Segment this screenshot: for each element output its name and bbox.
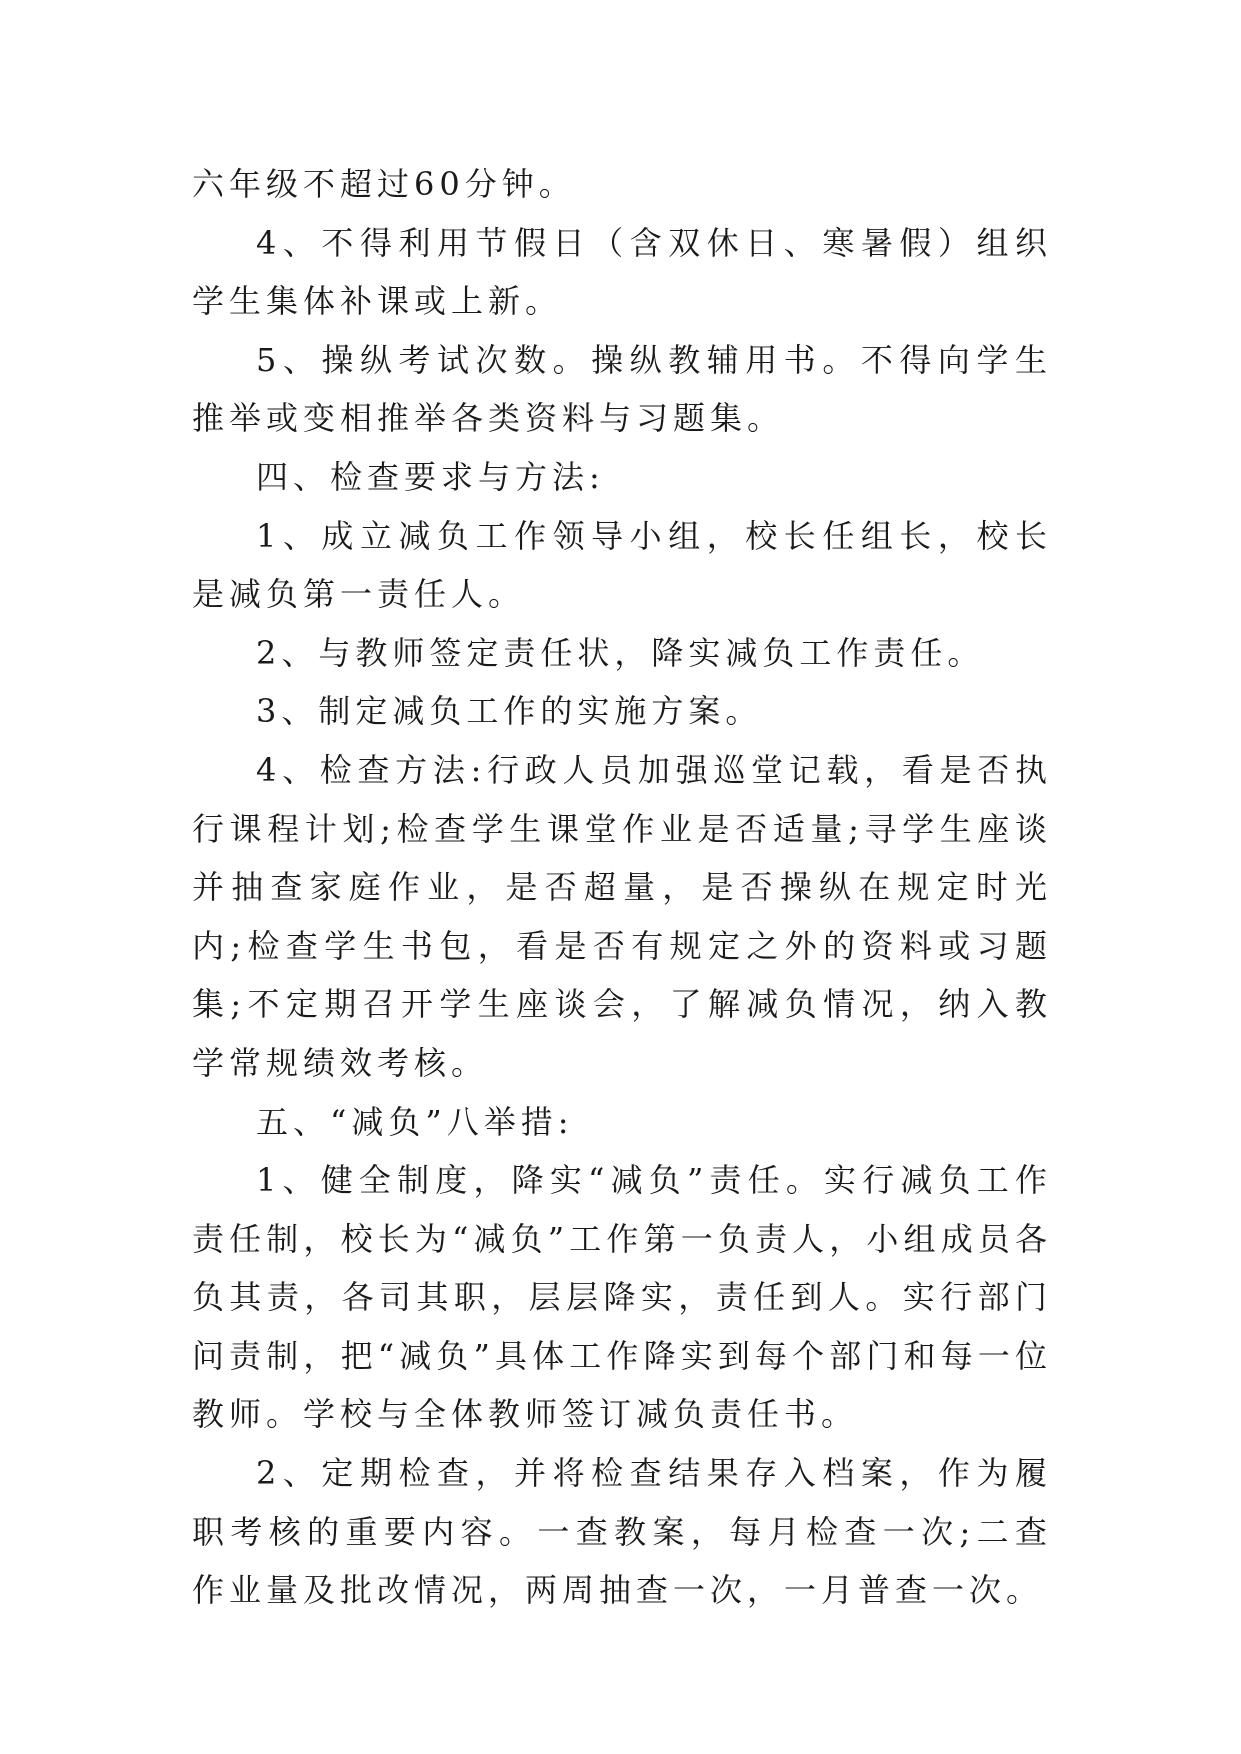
paragraph: 5、操纵考试次数。操纵教辅用书。不得向学生推举或变相推举各类资料与习题集。	[192, 340, 1052, 438]
paragraph: 六年级不超过60分钟。	[192, 165, 576, 203]
paragraph: 2、与教师签定责任状，降实减负工作责任。	[256, 633, 985, 672]
document-body	[192, 155, 1052, 1620]
paragraph: 4、不得利用节假日（含双休日、寒暑假）组织学生集体补课或上新。	[192, 223, 1052, 321]
section-heading: 五、“减负”八举措:	[256, 1102, 574, 1141]
paragraph: 3、制定减负工作的实施方案。	[256, 692, 763, 731]
paragraph: 1、健全制度，降实“减负”责任。实行减负工作责任制，校长为“减负”工作第一负责人，小组成员各负其责，各司其职，层层降实，责任到人。实行部门问责制，把“减负”具体工作降实到每个部门和每一位教师。学校与全体教师签订减负责任书。	[192, 1161, 1052, 1434]
paragraph: 4、检查方法:行政人员加强巡堂记载，看是否执行课程计划;检查学生课堂作业是否适量;寻学生座谈并抽查家庭作业，是否超量，是否操纵在规定时光内;检查学生书包，看是否有规定之外的资料或习题集;不定期召开学生座谈会，了解减负情况，纳入教学常规绩效考核。	[192, 750, 1052, 1082]
paragraph: 1、成立减负工作领导小组，校长任组长，校长是减负第一责任人。	[192, 516, 1052, 614]
paragraph: 2、定期检查，并将检查结果存入档案，作为履职考核的重要内容。一查教案，每月检查一次;二查作业量及批改情况，两周抽查一次，一月普查一次。	[192, 1454, 1052, 1610]
section-heading: 四、检查要求与方法:	[256, 457, 605, 496]
